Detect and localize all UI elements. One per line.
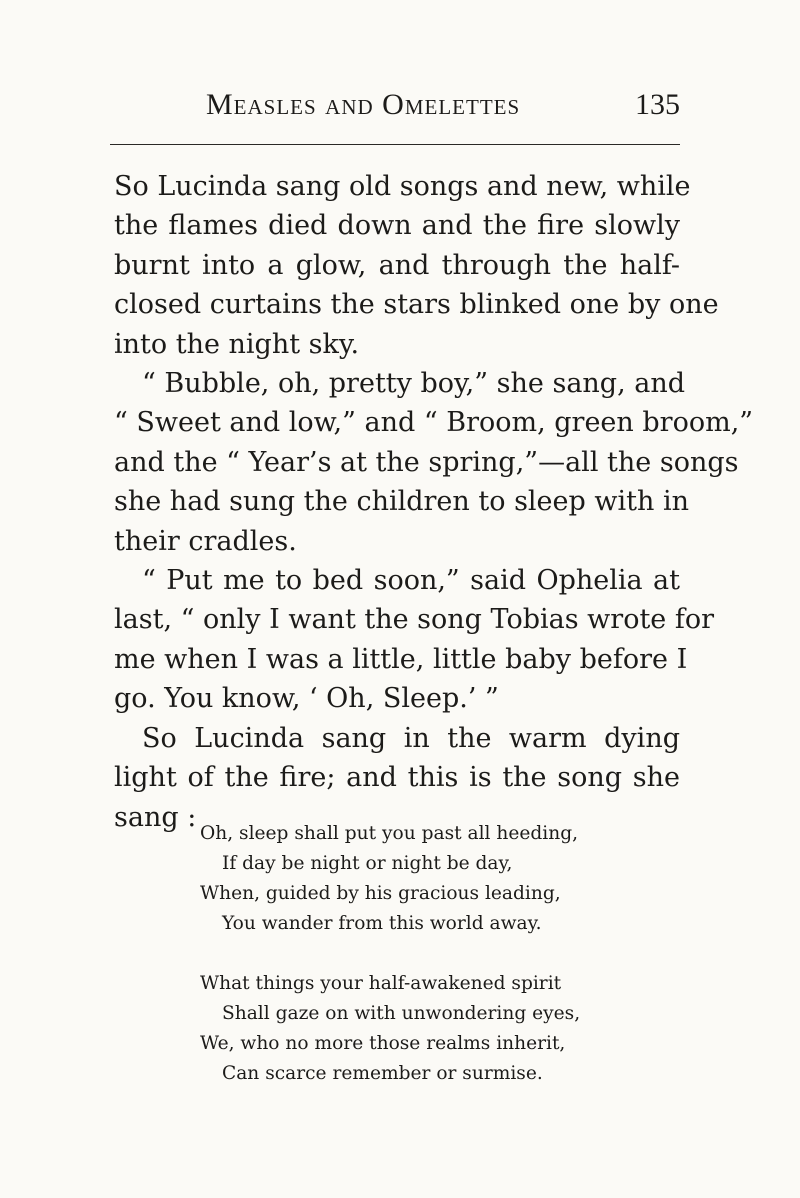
header-rule (110, 144, 680, 145)
poem-line: If day be night or night be day, (222, 853, 513, 874)
poem-stanza (0, 819, 800, 939)
prose-body (114, 167, 754, 837)
text-line: light of the fire; and this is the song she (114, 762, 680, 794)
text-line: So Lucinda sang old songs and new, while (114, 171, 691, 202)
text-line: “ Sweet and low,” and “ Broom, green broom,” (114, 407, 754, 439)
poem-line: What things your half-awakened spirit (200, 973, 562, 994)
text-line: go. You know, ‘ Oh, Sleep.’ ” (114, 683, 499, 715)
text-line: burnt into a glow, and through the half- (114, 249, 680, 281)
text-line: sang : (114, 801, 197, 833)
poem-line: Can scarce remember or surmise. (222, 1063, 543, 1084)
text-line: “ Bubble, oh, pretty boy,” she sang, and (142, 368, 686, 400)
text-line: me when I was a little, little baby before I (114, 643, 688, 675)
running-title: Measles and Omelettes (206, 88, 521, 121)
poem-line: We, who no more those realms inherit, (200, 1033, 566, 1054)
text-line: “ Put me to bed soon,” said Ophelia at (142, 565, 680, 597)
text-line: closed curtains the stars blinked one by one (114, 289, 719, 321)
text-line: the flames died down and the fire slowly (114, 210, 680, 242)
text-line: their cradles. (114, 525, 297, 557)
text-line: and the “ Year’s at the spring,”—all the songs (114, 446, 739, 478)
poem-line: Shall gaze on with unwondering eyes, (222, 1003, 581, 1024)
text-line: So Lucinda sang in the warm dying (142, 722, 680, 754)
running-header (108, 88, 690, 138)
poem-stanza (0, 969, 800, 1089)
text-line: into the night sky. (114, 328, 360, 360)
poem-line: You wander from this world away. (222, 913, 542, 934)
poem-line: When, guided by his gracious leading, (200, 883, 561, 904)
page-number: 135 (635, 88, 680, 121)
text-line: last, “ only I want the song Tobias wrote for (114, 604, 715, 636)
text-line: she had sung the children to sleep with in (114, 486, 689, 518)
poem-line: Oh, sleep shall put you past all heeding, (200, 823, 579, 844)
poem (0, 819, 800, 1119)
